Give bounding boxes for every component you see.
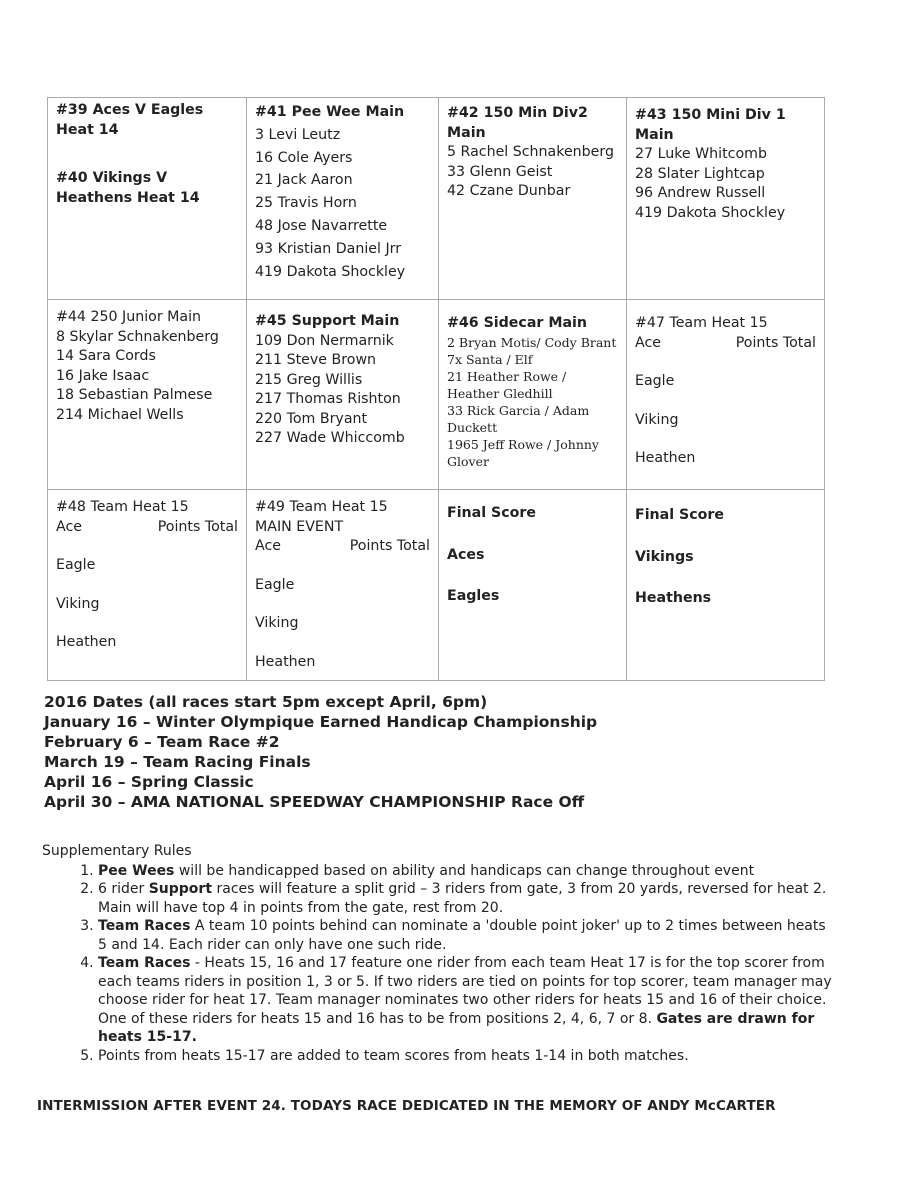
rider-entry: 5 Rachel Schnakenberg (447, 144, 614, 160)
date-item: April 16 – Spring Classic (44, 773, 254, 791)
rider-entry: 93 Kristian Daniel Jrr (255, 240, 402, 257)
rider-entry: 28 Slater Lightcap (635, 165, 765, 182)
cell-49 (247, 490, 439, 680)
rider-entry: 16 Jake Isaac (56, 367, 150, 384)
event-subtitle: MAIN EVENT (255, 518, 344, 535)
rider-entry: 3 Levi Leutz (255, 126, 341, 143)
rider-entry: 220 Tom Bryant (255, 410, 368, 427)
team-row: Viking (56, 595, 100, 612)
supplementary-rules (42, 842, 832, 1065)
cell-39-40 (48, 98, 247, 300)
rider-entry: 96 Andrew Russell (635, 185, 766, 201)
team-row: Heathen (56, 634, 117, 650)
cell-45 (247, 300, 439, 490)
event-title: #39 Aces V Eagles (56, 102, 204, 118)
rider-entry: 211 Steve Brown (255, 352, 377, 368)
event-grid (47, 97, 825, 681)
team-row: Viking (635, 411, 679, 428)
event-title: #48 Team Heat 15 (56, 499, 189, 515)
rule-item: 2. 6 rider Support races will feature a split grid – 3 riders from gate, 3 from 20 yards, reversed for heat 2. Main will have top 4 in points from the gate, rest from 20. (98, 880, 832, 917)
race-dates (44, 692, 644, 812)
rules-heading: Supplementary Rules (42, 843, 192, 859)
rider-entry: 21 Jack Aaron (255, 172, 353, 189)
event-title: Heat 14 (56, 121, 119, 138)
cell-final-score-2 (627, 490, 824, 680)
rider-entry: 21 Heather Rowe / Heather Gledhill (447, 368, 567, 401)
rule-item: 1. Pee Wees will be handicapped based on ability and handicaps can change throughout event (98, 862, 832, 881)
date-item: March 19 – Team Racing Finals (44, 753, 311, 771)
team-row: Eagle (255, 576, 295, 593)
rider-entry: 1965 Jeff Rowe / Johnny Glover (447, 436, 599, 469)
column-label-ace: Ace (635, 334, 661, 351)
date-item: February 6 – Team Race #2 (44, 733, 280, 751)
rider-entry: 215 Greg Willis (255, 371, 363, 388)
team-row: Heathen (255, 653, 316, 670)
rider-entry: 7x Santa / Elf (447, 351, 533, 367)
rule-item: 4. Team Races - Heats 15, 16 and 17 feature one rider from each team Heat 17 is for the top scorer from each teams riders in position 1, 3 or 5. If two riders are tied on points for top scorer, team manager may choose rider for heat 17. Team manager nominates two other riders for heats 15 and 16 of their choice. One of these riders for heats 15 and 16 has to be from positions 2, 4, 6, 7 or 8. Gates are drawn for heats 15-17. (98, 954, 832, 1047)
rider-entry: 42 Czane Dunbar (447, 183, 571, 199)
rider-entry: 27 Luke Whitcomb (635, 146, 767, 162)
final-score-title: Final Score (635, 507, 725, 523)
team-row: Eagle (635, 373, 675, 389)
team-row: Heathen (635, 450, 696, 466)
date-item: April 30 – AMA NATIONAL SPEEDWAY CHAMPIONSHIP Race Off (44, 793, 585, 811)
team-score-row: Aces (447, 546, 485, 563)
event-title: #40 Vikings V (56, 170, 168, 186)
column-label-points: Points Total (349, 538, 430, 554)
rider-entry: 227 Wade Whiccomb (255, 430, 405, 446)
cell-final-score-1 (439, 490, 627, 680)
event-title: #45 Support Main (255, 313, 400, 329)
rider-entry: 214 Michael Wells (56, 406, 184, 423)
rider-entry: 217 Thomas Rishton (255, 391, 401, 407)
rider-entry: 33 Glenn Geist (447, 163, 553, 180)
event-title: Main (447, 124, 486, 141)
cell-42 (439, 98, 627, 300)
event-title: #49 Team Heat 15 (255, 499, 388, 515)
rules-list (42, 862, 832, 1066)
column-label-points: Points Total (157, 518, 238, 535)
cell-46 (439, 300, 627, 490)
column-label-ace: Ace (255, 538, 281, 554)
team-score-row: Eagles (447, 588, 500, 604)
rule-item: 5. Points from heats 15-17 are added to team scores from heats 1-14 in both matches. (98, 1047, 832, 1066)
cell-48 (48, 490, 247, 680)
rule-item: 3. Team Races A team 10 points behind can nominate a 'double point joker' up to 2 times between heats 5 and 14. Each rider can only have one such ride. (98, 917, 832, 954)
rider-entry: 419 Dakota Shockley (255, 263, 406, 280)
event-title: #41 Pee Wee Main (255, 104, 405, 120)
event-title: Main (635, 126, 674, 143)
dates-heading: 2016 Dates (all races start 5pm except April, 6pm) (44, 693, 488, 711)
event-title: #47 Team Heat 15 (635, 315, 768, 331)
final-score-title: Final Score (447, 505, 537, 521)
rider-entry: 25 Travis Horn (255, 195, 357, 212)
rider-entry: 33 Rick Garcia / Adam Duckett (447, 402, 590, 435)
rider-entry: 14 Sara Cords (56, 348, 156, 364)
rider-entry: 48 Jose Navarrette (255, 217, 388, 234)
team-score-row: Heathens (635, 590, 712, 606)
rider-entry: 419 Dakota Shockley (635, 204, 786, 221)
event-title: #42 150 Min Div2 (447, 105, 588, 121)
footer-note: INTERMISSION AFTER EVENT 24. TODAYS RACE DEDICATED IN THE MEMORY OF ANDY McCARTER (37, 1098, 776, 1114)
cell-41 (247, 98, 439, 300)
column-label-points: Points Total (735, 334, 816, 351)
team-row: Viking (255, 615, 299, 631)
rider-entry: 109 Don Nermarnik (255, 332, 394, 349)
column-label-ace: Ace (56, 518, 82, 535)
event-title: #43 150 Mini Div 1 (635, 107, 786, 123)
cell-44 (48, 300, 247, 490)
rider-entry: 16 Cole Ayers (255, 149, 353, 166)
rider-entry: 18 Sebastian Palmese (56, 387, 213, 403)
rider-entry: 8 Skylar Schnakenberg (56, 328, 219, 345)
cell-47 (627, 300, 824, 490)
event-title: #44 250 Junior Main (56, 309, 202, 325)
event-title: #46 Sidecar Main (447, 315, 588, 331)
event-title: Heathens Heat 14 (56, 189, 200, 206)
cell-43 (627, 98, 824, 300)
date-item: January 16 – Winter Olympique Earned Handicap Championship (44, 713, 598, 731)
team-score-row: Vikings (635, 548, 694, 565)
rider-entry: 2 Bryan Motis/ Cody Brant (447, 334, 617, 350)
team-row: Eagle (56, 557, 96, 573)
